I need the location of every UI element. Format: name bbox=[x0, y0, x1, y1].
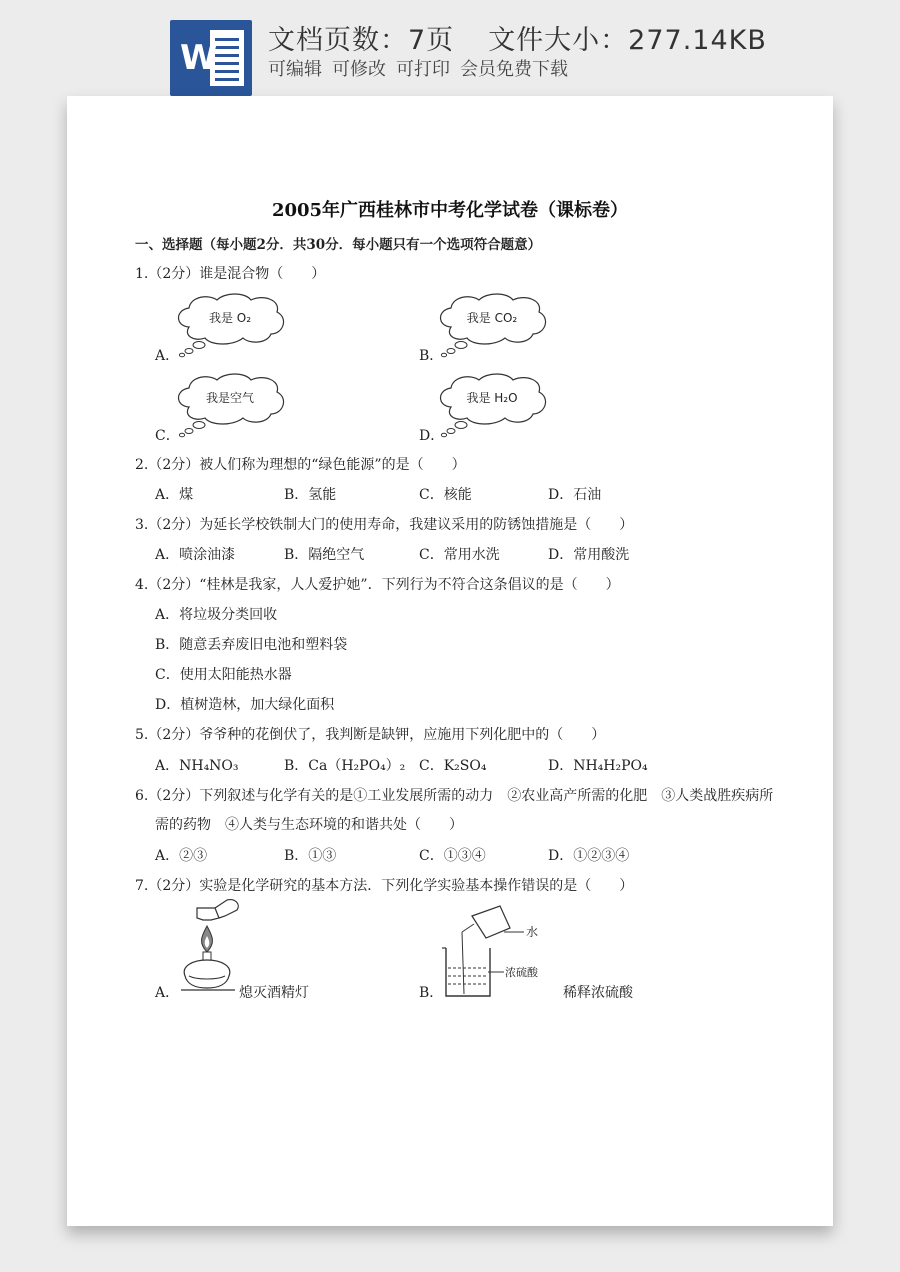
bubble-b-text: 我是 CO₂ bbox=[466, 311, 518, 325]
q2-option-d: D．石油 bbox=[548, 487, 602, 503]
q6-option-a: A．②③ bbox=[155, 848, 208, 864]
feature-list bbox=[268, 55, 578, 81]
q7-option-a-caption: 熄灭酒精灯 bbox=[239, 985, 309, 1001]
file-size: 文件大小：277.14KB bbox=[488, 25, 767, 56]
question-5-stem: 5.（2分）爷爷种的花倒伏了，我判断是缺钾，应施用下列化肥中的（ ） bbox=[135, 727, 606, 743]
q7-option-b-caption: 稀释浓硫酸 bbox=[563, 985, 633, 1001]
question-6-stem-line1: 6.（2分）下列叙述与化学有关的是①工业发展所需的动力 ②农业高产所需的化肥 ③人类战胜疾病所 bbox=[135, 788, 774, 804]
thought-bubble-d bbox=[429, 372, 554, 440]
q3-option-a: A．喷涂油漆 bbox=[155, 547, 236, 563]
file-info bbox=[268, 18, 801, 57]
question-7-stem: 7.（2分）实验是化学研究的基本方法．下列化学实验基本操作错误的是（ ） bbox=[135, 878, 634, 894]
q6-option-c: C．①③④ bbox=[419, 848, 486, 864]
dilution-illustration bbox=[432, 902, 552, 1002]
q5-option-c: C．K₂SO₄ bbox=[419, 758, 487, 774]
bubble-a-text: 我是 O₂ bbox=[208, 311, 252, 325]
q1-option-b-letter: B． bbox=[419, 348, 444, 364]
question-4-stem: 4.（2分）“桂林是我家，人人爱护她”．下列行为不符合这条倡议的是（ ） bbox=[135, 577, 620, 593]
q2-option-a: A．煤 bbox=[155, 487, 194, 503]
q3-option-c: C．常用水洗 bbox=[419, 547, 500, 563]
acid-label: 浓硫酸 bbox=[505, 966, 538, 979]
question-3-stem: 3.（2分）为延长学校铁制大门的使用寿命，我建议采用的防锈蚀措施是（ ） bbox=[135, 517, 634, 533]
q4-option-d: D．植树造林，加大绿化面积 bbox=[155, 697, 335, 713]
q3-option-d: D．常用酸洗 bbox=[548, 547, 630, 563]
q1-option-d-letter: D． bbox=[419, 428, 445, 444]
q6-option-d: D．①②③④ bbox=[548, 848, 630, 864]
question-1-stem: 1.（2分）谁是混合物（ ） bbox=[135, 266, 326, 282]
bubble-d-text: 我是 H₂O bbox=[466, 391, 518, 405]
q2-option-b: B．氢能 bbox=[284, 487, 337, 503]
q1-option-a-letter: A． bbox=[155, 348, 180, 364]
q5-option-a: A．NH₄NO₃ bbox=[155, 758, 239, 774]
exam-title: 2005年广西桂林市中考化学试卷（课标卷） bbox=[271, 200, 629, 221]
thought-bubble-c bbox=[167, 372, 292, 440]
feature-editable: 可编辑 bbox=[268, 59, 322, 80]
q7-option-b-letter: B． bbox=[419, 985, 444, 1001]
q5-option-b: B．Ca（H₂PO₄）₂ bbox=[284, 758, 406, 774]
q4-option-b: B．随意丢弃废旧电池和塑料袋 bbox=[155, 637, 348, 653]
download-banner bbox=[0, 0, 900, 92]
feature-free-download: 会员免费下载 bbox=[460, 59, 568, 80]
word-document-icon: W bbox=[170, 20, 252, 96]
thought-bubble-b bbox=[429, 292, 554, 360]
q5-option-d: D．NH₄H₂PO₄ bbox=[548, 758, 648, 774]
q4-option-c: C．使用太阳能热水器 bbox=[155, 667, 292, 683]
section-heading: 一、选择题（每小题2分．共30分．每小题只有一个选项符合题意） bbox=[135, 237, 542, 253]
q3-option-b: B．隔绝空气 bbox=[284, 547, 365, 563]
feature-modifiable: 可修改 bbox=[332, 59, 386, 80]
feature-printable: 可打印 bbox=[396, 59, 450, 80]
bubble-c-text: 我是空气 bbox=[205, 391, 255, 405]
q7-option-a-letter: A． bbox=[155, 985, 180, 1001]
q6-option-b: B．①③ bbox=[284, 848, 337, 864]
water-label: 水 bbox=[526, 925, 539, 939]
q4-option-a: A．将垃圾分类回收 bbox=[155, 607, 278, 623]
question-2-stem: 2.（2分）被人们称为理想的“绿色能源”的是（ ） bbox=[135, 457, 466, 473]
page-count: 文档页数：7页 bbox=[268, 25, 455, 56]
q1-option-c-letter: C． bbox=[155, 428, 180, 444]
question-6-stem-line2: 需的药物 ④人类与生态环境的和谐共处（ ） bbox=[155, 817, 463, 833]
thought-bubble-a bbox=[167, 292, 292, 360]
q2-option-c: C．核能 bbox=[419, 487, 472, 503]
document-page bbox=[67, 96, 833, 1226]
